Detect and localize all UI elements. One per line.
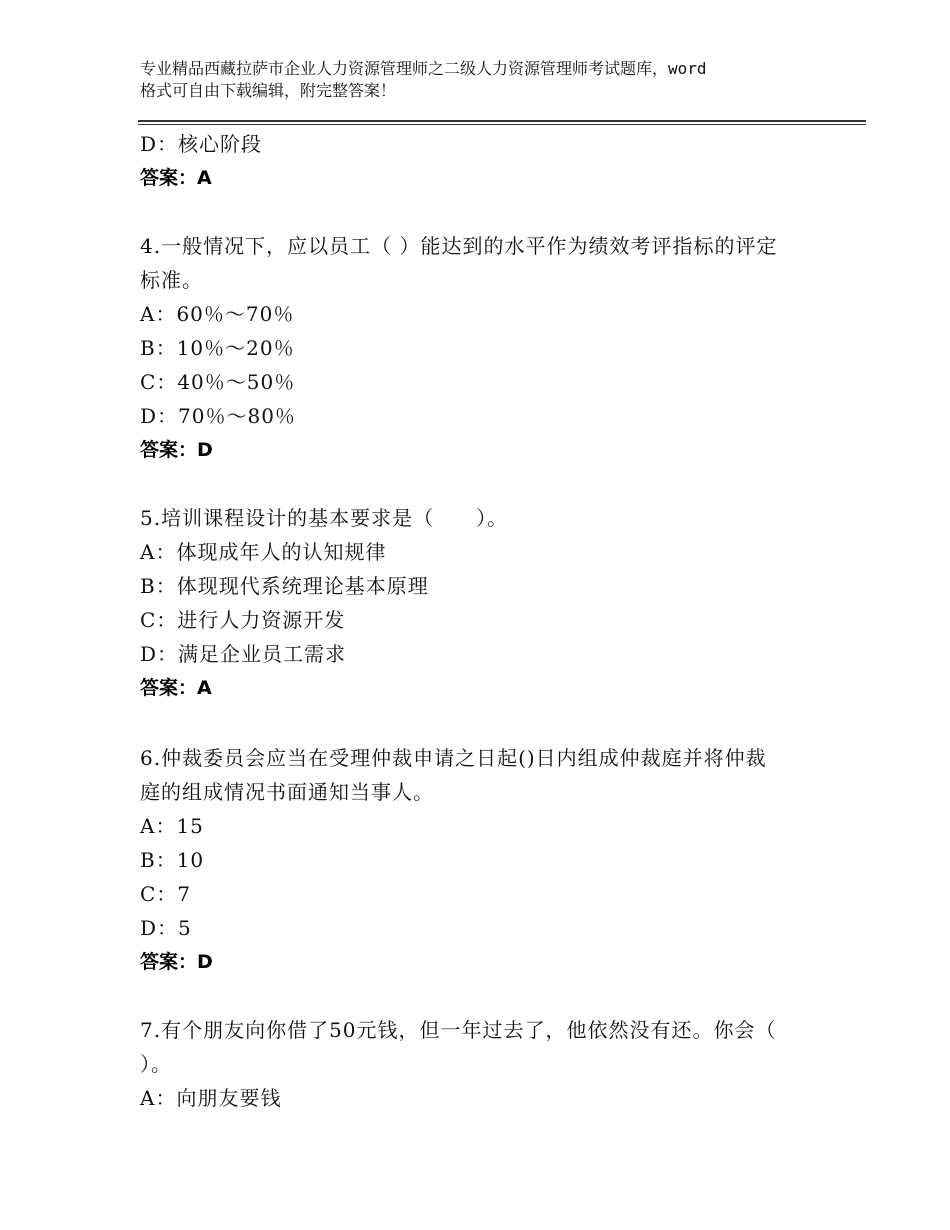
q4-answer: 答案：D	[140, 439, 213, 461]
q5-answer: 答案：A	[140, 677, 212, 699]
prev-answer: 答案：A	[140, 167, 212, 189]
q6-option-b: B：10	[140, 848, 205, 872]
prev-option-d: D：核心阶段	[140, 132, 263, 156]
q4-option-a: A：60％～70％	[140, 302, 295, 326]
q5-stem-line-1: 5.培训课程设计的基本要求是（ ）。	[140, 506, 509, 530]
q6-option-d: D：5	[140, 916, 192, 940]
q7-option-a: A：向朋友要钱	[140, 1086, 282, 1110]
q6-stem-line-2: 庭的组成情况书面通知当事人。	[140, 780, 434, 804]
header-line-1: 专业精品西藏拉萨市企业人力资源管理师之二级人力资源管理师考试题库，word	[140, 59, 707, 78]
q6-option-c: C：7	[140, 882, 192, 906]
header-divider-thick	[138, 120, 866, 122]
q4-option-b: B：10％～20％	[140, 336, 295, 360]
q4-stem-line-2: 标准。	[140, 268, 203, 292]
q5-option-d: D：满足企业员工需求	[140, 642, 347, 666]
q4-option-c: C：40％～50％	[140, 370, 296, 394]
q6-option-a: A：15	[140, 814, 204, 838]
document-header	[140, 58, 840, 102]
q7-stem-line-2: ）。	[140, 1052, 172, 1076]
q7-stem-line-1: 7.有个朋友向你借了50元钱，但一年过去了，他依然没有还。你会（	[140, 1018, 777, 1042]
q6-answer: 答案：D	[140, 951, 213, 973]
header-line-2: 格式可自由下载编辑，附完整答案！	[140, 81, 397, 100]
q4-stem-line-1: 4.一般情况下，应以员工（ ）能达到的水平作为绩效考评指标的评定	[140, 234, 778, 258]
q4-option-d: D：70％～80％	[140, 404, 296, 428]
header-divider-thin	[138, 124, 866, 125]
q5-option-b: B：体现现代系统理论基本原理	[140, 574, 429, 598]
q6-stem-line-1: 6.仲裁委员会应当在受理仲裁申请之日起()日内组成仲裁庭并将仲裁	[140, 746, 767, 770]
q5-option-c: C：进行人力资源开发	[140, 608, 346, 632]
q5-option-a: A：体现成年人的认知规律	[140, 540, 387, 564]
